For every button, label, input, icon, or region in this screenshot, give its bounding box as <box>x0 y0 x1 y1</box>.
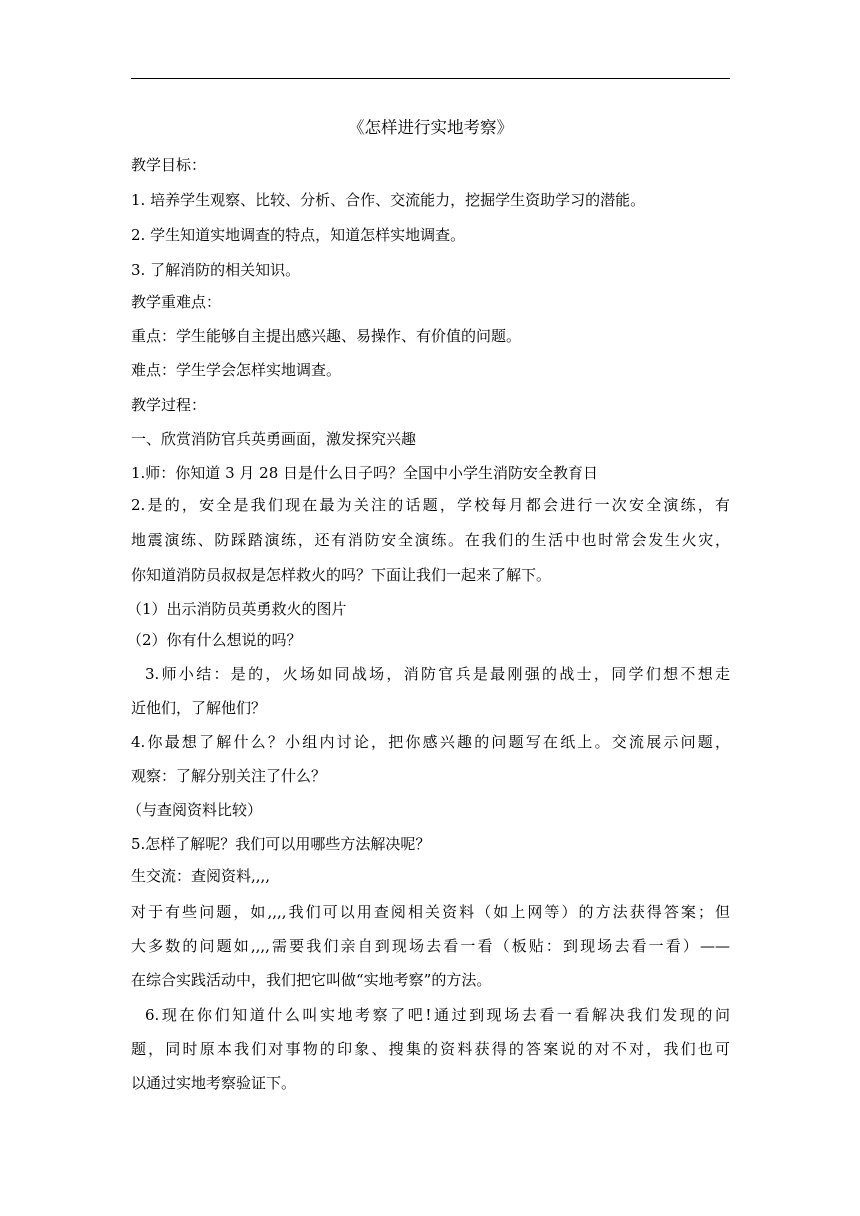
document-title: 《怎样进行实地考察》 <box>348 118 513 137</box>
body-text-line: （与查阅资料比较） <box>127 801 263 819</box>
section-heading-key-points: 教学重难点： <box>131 293 222 311</box>
objective-line: 3. 了解消防的相关知识。 <box>131 261 301 279</box>
body-text-line: 1.师：你知道 3 月 28 日是什么日子吗？全国中小学生消防安全教育日 <box>131 464 599 482</box>
body-text-line: 地震演练、防踩踏演练，还有消防安全演练。在我们的生活中也时常会发生火灾， <box>131 531 730 549</box>
body-text-line: 生交流：查阅资料,,,, <box>131 867 271 885</box>
body-text-line: 你知道消防员叔叔是怎样救火的吗？下面让我们一起来了解下。 <box>131 566 552 584</box>
body-text-line: 5.怎样了解呢？我们可以用哪些方法解决呢？ <box>131 835 431 853</box>
body-text-line: （1）出示消防员英勇救火的图片 <box>127 600 347 618</box>
body-text-line: 大多数的问题如,,,,需要我们亲自到现场去看一看（板贴：到现场去看一看）—— <box>131 937 730 955</box>
body-text-line: 6.现在你们知道什么叫实地考察了吧!通过到现场去看一看解决我们发现的问 <box>145 1006 730 1024</box>
section-heading-objectives: 教学目标： <box>131 156 207 174</box>
body-text-line: 题，同时原本我们对事物的印象、搜集的资料获得的答案说的对不对，我们也可 <box>131 1040 730 1058</box>
section-heading-process: 教学过程： <box>131 396 207 414</box>
body-text-line: 观察：了解分别关注了什么？ <box>131 767 327 785</box>
body-text-line: 对于有些问题，如,,,,我们可以用查阅相关资料（如上网等）的方法获得答案；但 <box>131 903 730 921</box>
body-text-line: 3.师小结：是的，火场如同战场，消防官兵是最刚强的战士，同学们想不想走 <box>145 665 730 683</box>
body-text-line: 在综合实践活动中，我们把它叫做“实地考察”的方法。 <box>131 971 492 989</box>
objective-line: 2. 学生知道实地调查的特点，知道怎样实地调查。 <box>131 226 466 244</box>
key-point-line: 重点：学生能够自主提出感兴趣、易操作、有价值的问题。 <box>131 327 522 345</box>
process-step-heading: 一、欣赏消防官兵英勇画面，激发探究兴趣 <box>131 430 417 448</box>
body-text-line: （2）你有什么想说的吗？ <box>127 631 302 649</box>
header-rule <box>131 78 730 79</box>
body-text-line: 以通过实地考察验证下。 <box>131 1074 297 1092</box>
body-text-line: 4.你最想了解什么？小组内讨论，把你感兴趣的问题写在纸上。交流展示问题， <box>131 733 730 751</box>
objective-line: 1. 培养学生观察、比较、分析、合作、交流能力，挖掘学生资助学习的潜能。 <box>131 191 646 209</box>
difficulty-line: 难点：学生学会怎样实地调查。 <box>131 361 342 379</box>
body-text-line: 近他们，了解他们？ <box>131 699 267 717</box>
body-text-line: 2.是的，安全是我们现在最为关注的话题，学校每月都会进行一次安全演练，有 <box>131 496 730 514</box>
